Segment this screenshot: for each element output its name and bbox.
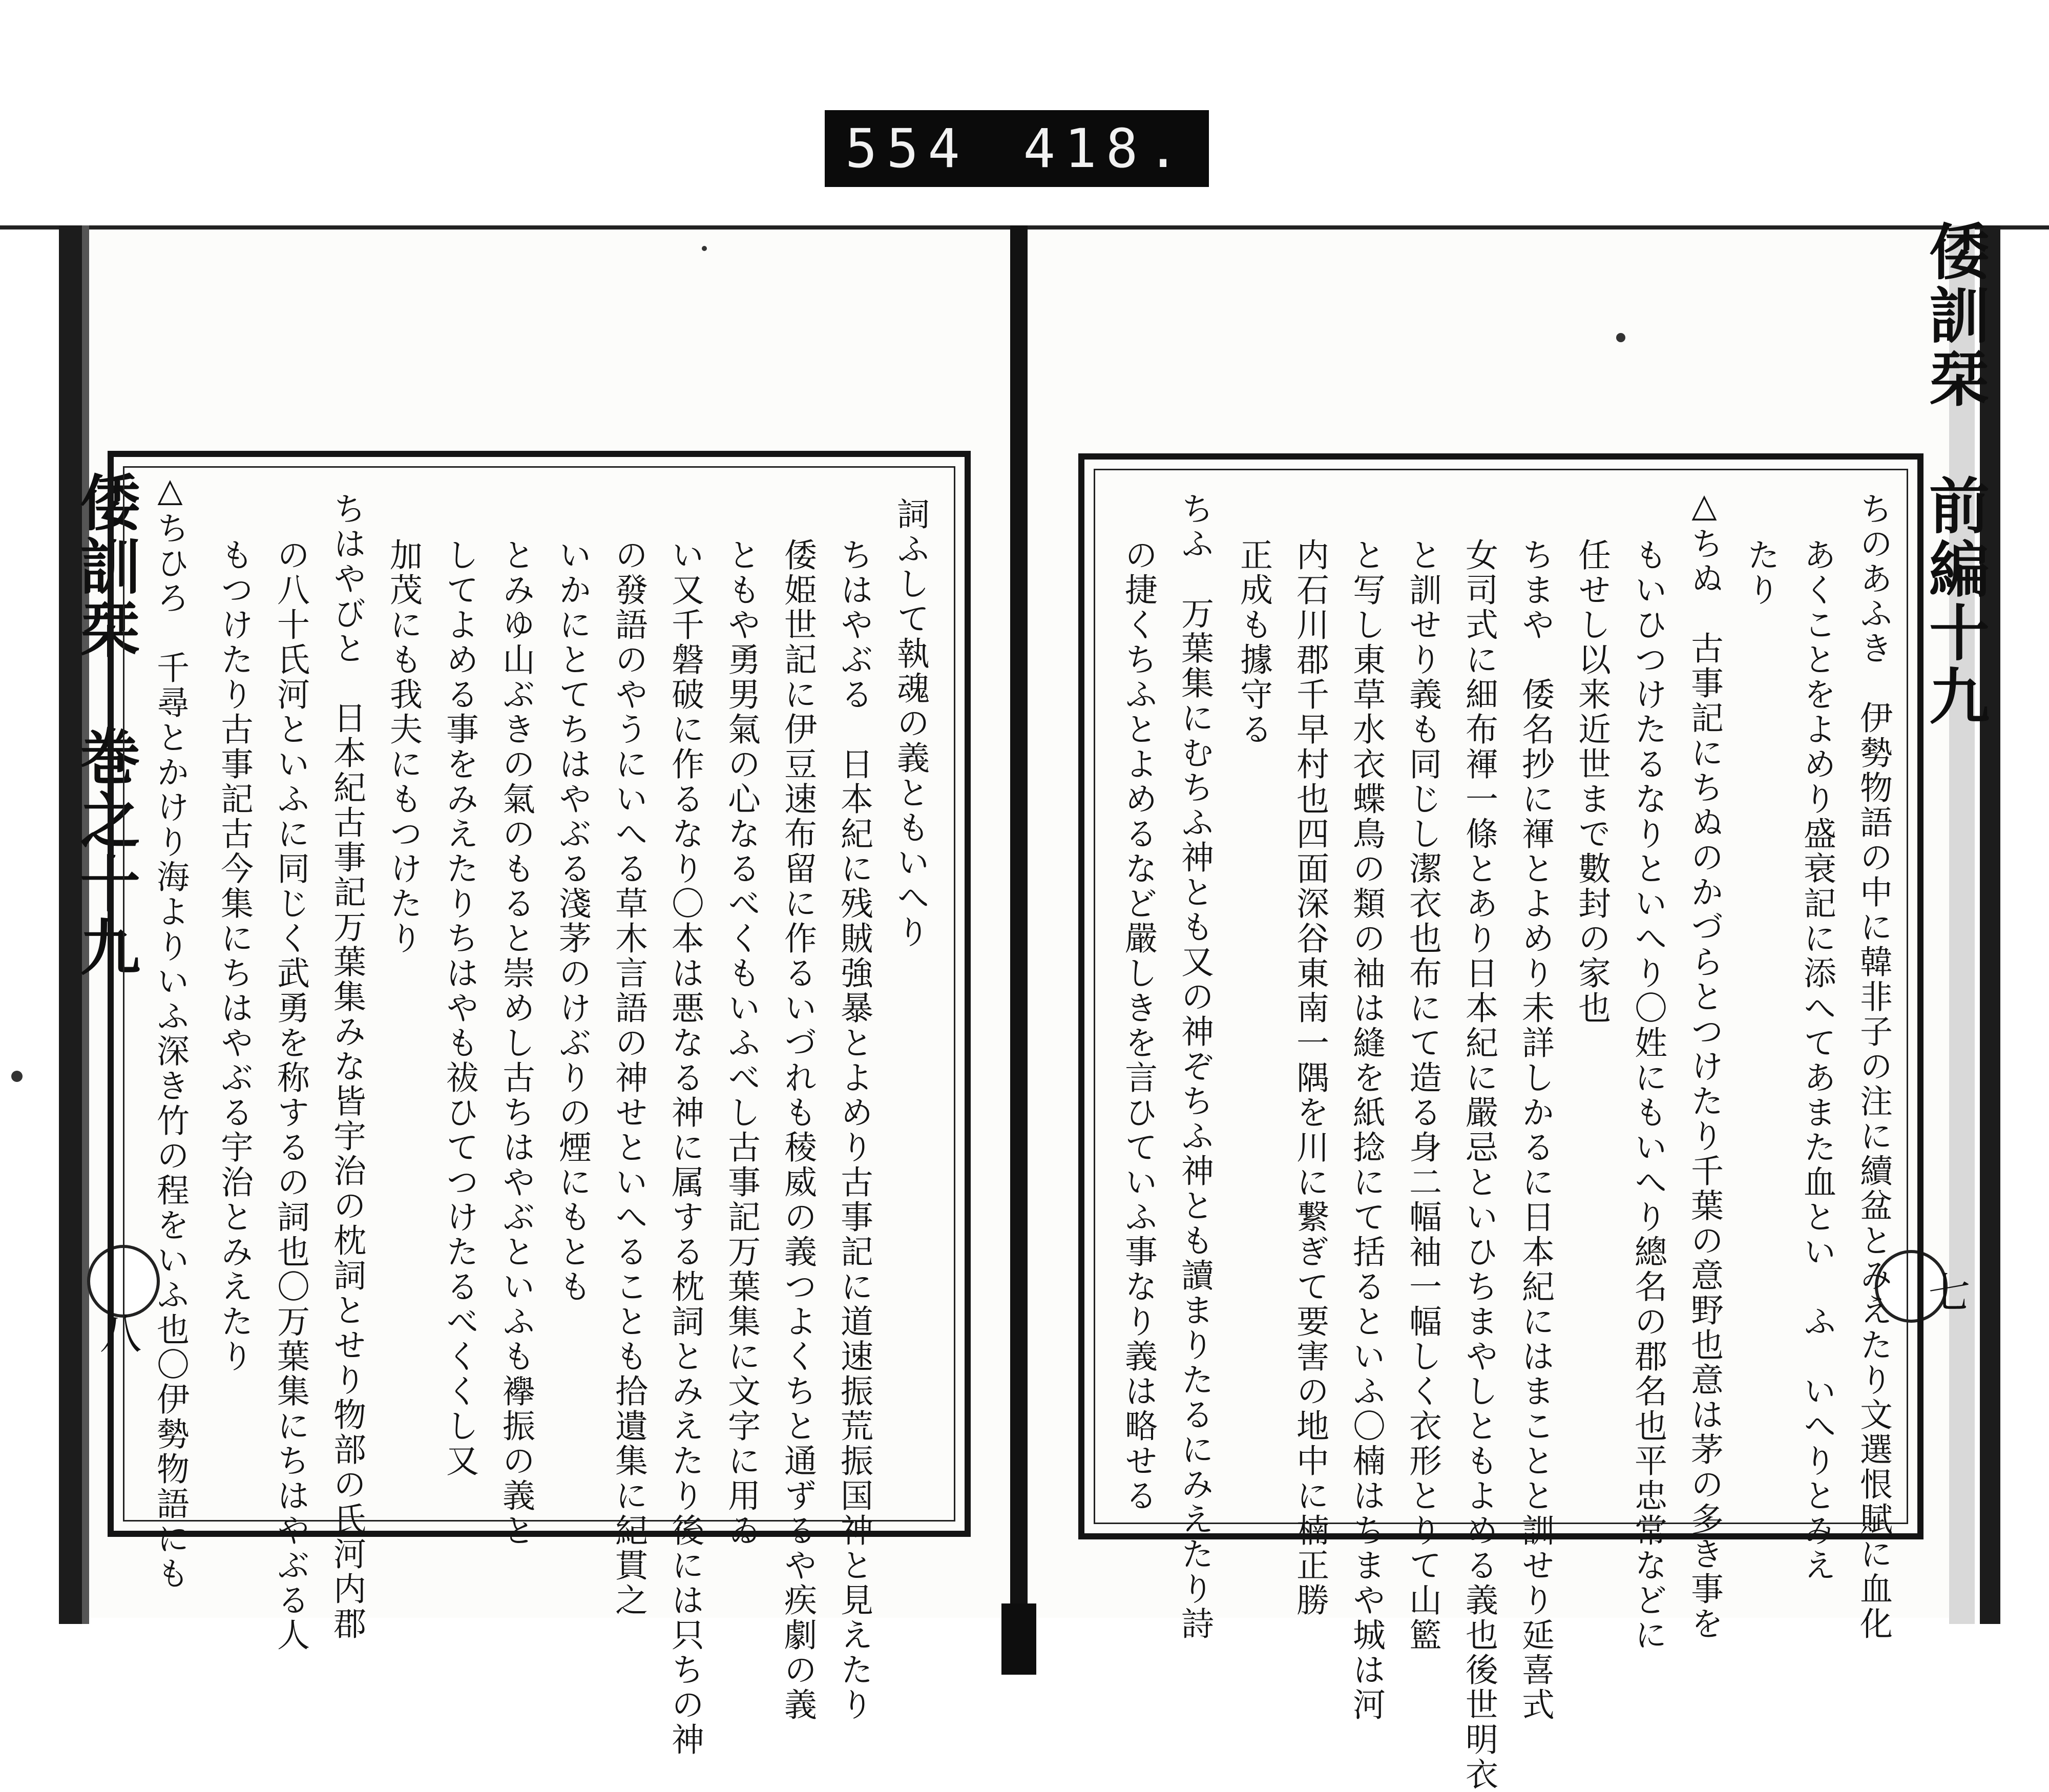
left-column-10: 加茂にも我夫にもつけたり	[384, 538, 422, 956]
left-column-7: いかにとてちはやぶる淺茅のけぶりの煙にもとも	[553, 538, 591, 1304]
left-column-11: ちはやびと 日本紀古事記万葉集みな皆宇治の枕詞とせり物部の氏河内郡	[328, 492, 366, 1641]
reel-number-left: 554	[845, 117, 969, 180]
scan-speck	[11, 1071, 23, 1082]
right-column-5: もいひつけたるなりといへり〇姓にもいへり總名の郡名也平忠常などに	[1629, 538, 1667, 1653]
right-column-9: と訓せり義も同じし潔衣也布にて造る身二幅袖一幅しく衣形とりて山籃	[1404, 538, 1441, 1653]
right-column-3: たり	[1742, 538, 1780, 608]
left-column-6: の發語のやうにいへる草木言語の神せといへることも拾遺集に紀貫之	[610, 538, 647, 1618]
left-column-9: してよめる事をみえたりちはやも祓ひてつけたるべくくし又	[441, 538, 478, 1478]
left-folio-number: 八	[93, 1311, 141, 1353]
left-column-4: ともや勇男氣の心なるべくもいふべし古事記万葉集に文字に用ゐ	[722, 538, 760, 1548]
right-column-2: あくことをよめり盛衰記に添へてあまた血とい ふ いへりとみえ	[1798, 538, 1836, 1583]
book-spine	[1010, 225, 1028, 1675]
scan-speck	[702, 246, 707, 251]
left-column-2: ちはやぶる 日本紀に残賊強暴とよめり古事記に道速振荒振国神と見えたり	[835, 538, 873, 1722]
left-column-3: 倭姫世記に伊豆速布留に作るいづれも稜威の義つよくちと通ずるや疾劇の義	[779, 538, 817, 1722]
left-column-14: △ちひろ 千尋とかけり海よりいふ深き竹の程をいふ也〇伊勢物語にも	[151, 471, 189, 1591]
left-column-1: 詞ふして執魂の義ともいへり	[891, 497, 929, 950]
right-frame-inner-rule	[1094, 469, 1908, 1792]
right-folio-number: 七	[1921, 1270, 1970, 1312]
scan-speck	[1616, 333, 1625, 342]
reel-number-right: 418.	[1023, 117, 1188, 180]
right-column-7: ちまや 倭名抄に褌とよめり未詳しかるに日本紀にはまことと訓せり延喜式	[1516, 538, 1554, 1722]
right-margin-title: 倭訓栞 前編十九	[1919, 220, 1990, 728]
right-column-6: 任せし以来近世まで數封の家也	[1573, 538, 1611, 1026]
left-margin-title: 倭訓栞 巻之十九	[70, 471, 141, 980]
right-column-8: 女司式に細布褌一條とあり日本紀に嚴忌といひちまやしともよめる義也後世明衣	[1460, 538, 1498, 1792]
right-column-14: の捷くちふとよめるなど嚴しきを言ひていふ事なり義は略せる	[1119, 538, 1157, 1513]
right-column-12: 正成も據守る	[1235, 538, 1272, 747]
left-column-13: もつけたり古事記古今集にちはやぶる宇治とみえたり	[215, 538, 253, 1374]
left-column-8: とみゆ山ぶきの氣のもると崇めし古ちはやぶといふも襷振の義と	[497, 538, 535, 1548]
right-column-10: と写し東草水衣蝶鳥の類の袖は縫を紙捻にて括るといふ〇楠はちまや城は河	[1347, 538, 1385, 1722]
right-column-13: ちふ 万葉集にむちふ神とも又の神ぞちふ神とも讀まりたるにみえたり詩	[1176, 492, 1214, 1641]
left-column-12: の八十氏河といふに同じく武勇を称するの詞也〇万葉集にちはやぶる人	[271, 538, 309, 1653]
right-column-4: △ちぬ 古事記にちぬのかづらとつけたり千葉の意野也意は茅の多き事を	[1685, 487, 1723, 1641]
left-column-5: い又千磐破に作るなり〇本は悪なる神に属する枕詞とみえたり後には只ちの神	[666, 538, 704, 1757]
right-column-1: ちのあふき 伊勢物語の中に韓非子の注に續盆とみえたり文選恨賦に血化	[1854, 492, 1892, 1641]
right-column-11: 内石川郡千早村也四面深谷東南一隅を川に繋ぎて要害の地中に楠正勝	[1291, 538, 1329, 1618]
spine-foot	[1001, 1603, 1036, 1675]
reel-number-label	[825, 110, 1209, 187]
